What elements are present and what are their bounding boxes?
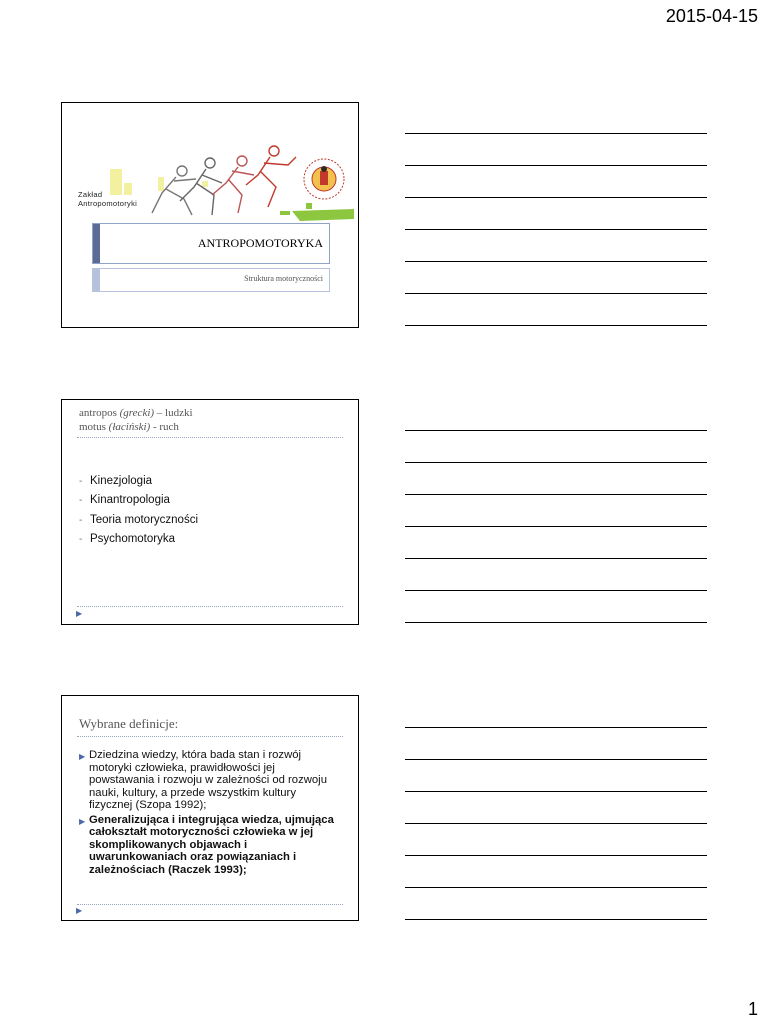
divider [77, 736, 343, 737]
slide-thumbnail-2 [61, 399, 359, 625]
triangle-right-icon: ▶ [79, 752, 86, 761]
definition-list [79, 749, 338, 878]
list-item: - Kinezjologia [79, 475, 153, 487]
slide-heading: Wybrane definicje: [79, 716, 179, 731]
slide-title-box [92, 223, 330, 264]
accent-bar [93, 269, 100, 291]
slide-thumbnail-3 [61, 695, 359, 921]
notes-lines-1 [405, 133, 707, 357]
divider [77, 606, 343, 607]
department-name: Zakład Antropomotoryki [78, 190, 138, 208]
divider [77, 437, 343, 438]
slide-thumbnail-1 [61, 102, 359, 328]
document-date: 2015-04-15 [665, 6, 758, 26]
list-item: - Kinantropologia [79, 494, 170, 507]
list-item: - Psychomotoryka [79, 533, 176, 546]
divider [77, 904, 343, 905]
university-emblem-icon [304, 159, 344, 199]
triangle-right-icon: ▶ [76, 906, 83, 915]
notes-lines-3 [405, 727, 707, 951]
accent-bar [93, 224, 100, 263]
triangle-right-icon: ▶ [79, 816, 86, 826]
etymology: antropos (grecki) – ludzki motus (łaciński) - ruch [79, 407, 193, 433]
term-list [79, 472, 198, 550]
list-item: - Teoria motoryczności [79, 513, 199, 526]
page-number: 1 [747, 999, 758, 1019]
notes-lines-2 [405, 430, 707, 654]
list-item: ▶ Dziedzina wiedzy, która bada stan i rozwój motoryki człowieka, prawidłowości jej powstawania i rozwoju w zależności od rozwoju nauki, kultury, a przede wszystkim kultury fizycznej (Szopa 1992); [79, 749, 327, 811]
list-item: ▶ Generalizująca i integrująca wiedza, ujmująca całokształt motoryczności człowieka w jej skomplikowanych objawach i uwarunkowaniach oraz powiązaniach i zależnościach (Raczek 1993); [79, 813, 334, 876]
slide-subtitle-box [92, 268, 330, 292]
slide-subtitle: Struktura motoryczności [244, 274, 323, 283]
triangle-right-icon: ▶ [76, 609, 83, 618]
slide-title: ANTROPOMOTORYKA [197, 236, 323, 250]
